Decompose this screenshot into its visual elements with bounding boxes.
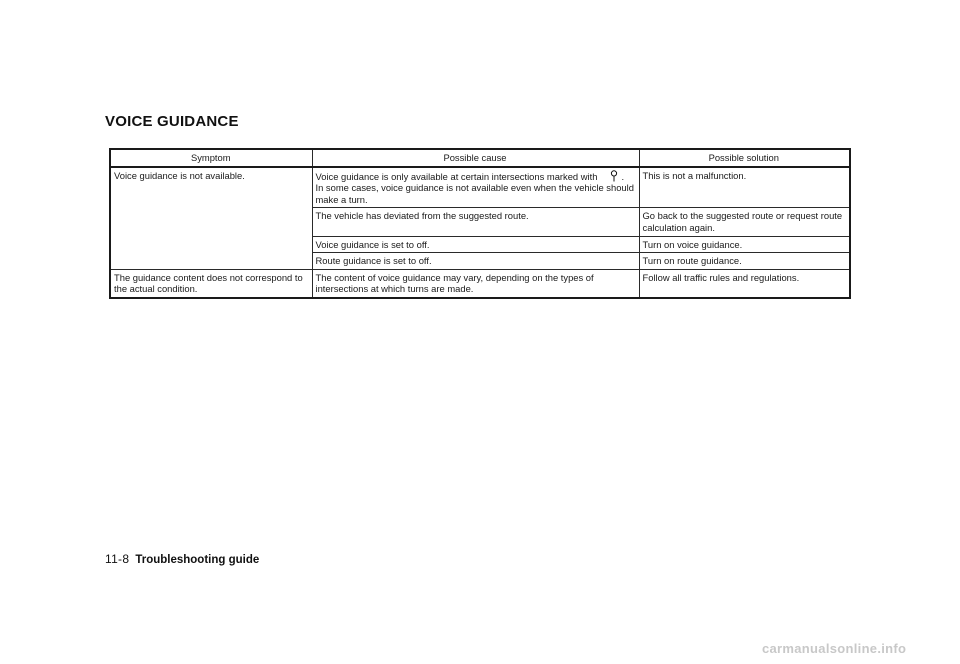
cause-text: Voice guidance is only available at certain intersections marked with <box>315 170 598 182</box>
solution-cell: This is not a malfunction. <box>639 167 850 208</box>
cause-text-period: . <box>621 170 625 182</box>
footer-title: Troubleshooting guide <box>135 554 260 566</box>
column-header-symptom: Symptom <box>110 149 312 167</box>
cause-text-note: In some cases, voice guidance is not available even when the vehicle should make a turn. <box>315 182 634 205</box>
cause-cell: The vehicle has deviated from the suggested route. <box>312 208 639 236</box>
solution-cell: Turn on route guidance. <box>639 253 850 270</box>
page-footer <box>105 552 259 566</box>
column-header-cause: Possible cause <box>312 149 639 167</box>
cause-cell: The content of voice guidance may vary, depending on the types of intersections at which turns are made. <box>312 269 639 298</box>
symptom-cell: Voice guidance is not available. <box>110 167 312 270</box>
section-title: VOICE GUIDANCE <box>105 113 239 130</box>
table-header-row <box>110 149 850 167</box>
solution-cell: Go back to the suggested route or request route calculation again. <box>639 208 850 236</box>
page-number: 11-8 <box>105 552 130 566</box>
table-row <box>110 269 850 298</box>
watermark: carmanualsonline.info <box>762 641 907 656</box>
solution-cell: Follow all traffic rules and regulations. <box>639 269 850 298</box>
cause-cell: Route guidance is set to off. <box>312 253 639 270</box>
pin-icon <box>609 170 619 182</box>
solution-cell: Turn on voice guidance. <box>639 236 850 253</box>
cause-cell <box>312 167 639 208</box>
column-header-solution: Possible solution <box>639 149 850 167</box>
cause-cell: Voice guidance is set to off. <box>312 236 639 253</box>
symptom-cell: The guidance content does not correspond to the actual condition. <box>110 269 312 298</box>
troubleshooting-table <box>109 148 851 299</box>
table-row <box>110 167 850 208</box>
